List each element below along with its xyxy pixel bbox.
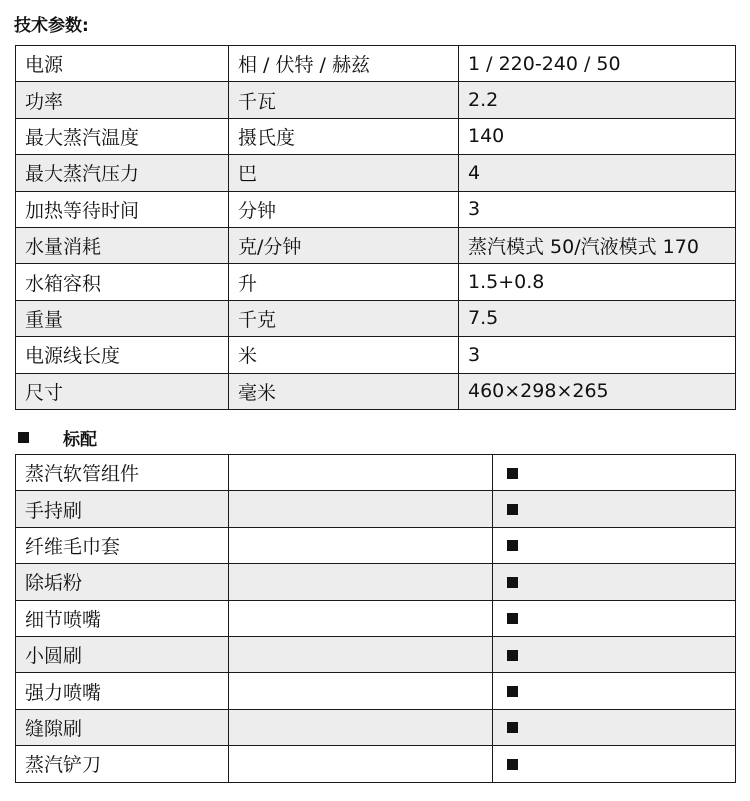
spec-value: 460×298×265	[459, 373, 736, 409]
accessory-name: 强力喷嘴	[16, 673, 229, 709]
accessory-blank-cell	[229, 564, 493, 600]
table-row	[16, 46, 736, 82]
accessories-heading-label: 标配	[63, 429, 97, 450]
accessory-blank-cell	[229, 636, 493, 672]
accessory-blank-cell	[229, 746, 493, 782]
table-row	[16, 673, 736, 709]
spec-name: 电源线长度	[16, 337, 229, 373]
spec-unit: 毫米	[229, 373, 459, 409]
included-cell	[493, 673, 736, 709]
spec-value: 1.5+0.8	[459, 264, 736, 300]
included-cell	[493, 527, 736, 563]
included-square-icon	[507, 650, 518, 661]
spec-name: 水箱容积	[16, 264, 229, 300]
accessory-blank-cell	[229, 673, 493, 709]
included-square-icon	[507, 686, 518, 697]
table-row	[16, 373, 736, 409]
spec-unit: 千克	[229, 300, 459, 336]
included-square-icon	[507, 759, 518, 770]
accessories-table	[15, 454, 736, 783]
spec-name: 功率	[16, 82, 229, 118]
spec-name: 尺寸	[16, 373, 229, 409]
spec-unit: 巴	[229, 155, 459, 191]
table-row	[16, 337, 736, 373]
included-cell	[493, 491, 736, 527]
spec-name: 电源	[16, 46, 229, 82]
spec-name: 加热等待时间	[16, 191, 229, 227]
table-row	[16, 191, 736, 227]
accessory-name: 除垢粉	[16, 564, 229, 600]
accessory-blank-cell	[229, 455, 493, 491]
accessory-name: 小圆刷	[16, 636, 229, 672]
included-square-icon	[507, 577, 518, 588]
spec-value: 3	[459, 191, 736, 227]
spec-name: 最大蒸汽温度	[16, 118, 229, 154]
table-row	[16, 82, 736, 118]
table-row	[16, 155, 736, 191]
included-square-icon	[507, 613, 518, 624]
included-square-icon	[507, 722, 518, 733]
spec-name: 最大蒸汽压力	[16, 155, 229, 191]
accessories-heading	[18, 425, 97, 449]
spec-unit: 分钟	[229, 191, 459, 227]
table-row	[16, 636, 736, 672]
included-cell	[493, 564, 736, 600]
table-row	[16, 709, 736, 745]
spec-unit: 摄氏度	[229, 118, 459, 154]
included-square-icon	[507, 504, 518, 515]
table-row	[16, 564, 736, 600]
table-row	[16, 527, 736, 563]
table-row	[16, 491, 736, 527]
spec-unit: 千瓦	[229, 82, 459, 118]
spec-unit: 相 / 伏特 / 赫兹	[229, 46, 459, 82]
table-row	[16, 264, 736, 300]
accessory-blank-cell	[229, 600, 493, 636]
spec-name: 重量	[16, 300, 229, 336]
accessory-blank-cell	[229, 709, 493, 745]
accessory-name: 细节喷嘴	[16, 600, 229, 636]
accessory-blank-cell	[229, 527, 493, 563]
table-row	[16, 118, 736, 154]
spec-value: 140	[459, 118, 736, 154]
page-title: 技术参数:	[14, 16, 89, 36]
accessory-name: 缝隙刷	[16, 709, 229, 745]
table-row	[16, 300, 736, 336]
spec-value: 2.2	[459, 82, 736, 118]
included-cell	[493, 636, 736, 672]
accessory-name: 纤维毛巾套	[16, 527, 229, 563]
table-row	[16, 600, 736, 636]
accessory-name: 蒸汽软管组件	[16, 455, 229, 491]
included-square-icon	[507, 540, 518, 551]
spec-unit: 升	[229, 264, 459, 300]
spec-unit: 克/分钟	[229, 227, 459, 263]
included-cell	[493, 600, 736, 636]
spec-unit: 米	[229, 337, 459, 373]
included-cell	[493, 709, 736, 745]
table-row	[16, 227, 736, 263]
accessory-blank-cell	[229, 491, 493, 527]
spec-value: 1 / 220-240 / 50	[459, 46, 736, 82]
spec-value: 3	[459, 337, 736, 373]
included-cell	[493, 455, 736, 491]
spec-value: 4	[459, 155, 736, 191]
accessory-name: 蒸汽铲刀	[16, 746, 229, 782]
table-row	[16, 746, 736, 782]
specs-table	[15, 45, 736, 410]
spec-value: 7.5	[459, 300, 736, 336]
spec-name: 水量消耗	[16, 227, 229, 263]
included-cell	[493, 746, 736, 782]
accessory-name: 手持刷	[16, 491, 229, 527]
spec-value: 蒸汽模式 50/汽液模式 170	[459, 227, 736, 263]
square-bullet-icon	[18, 432, 29, 443]
table-row	[16, 455, 736, 491]
included-square-icon	[507, 468, 518, 479]
